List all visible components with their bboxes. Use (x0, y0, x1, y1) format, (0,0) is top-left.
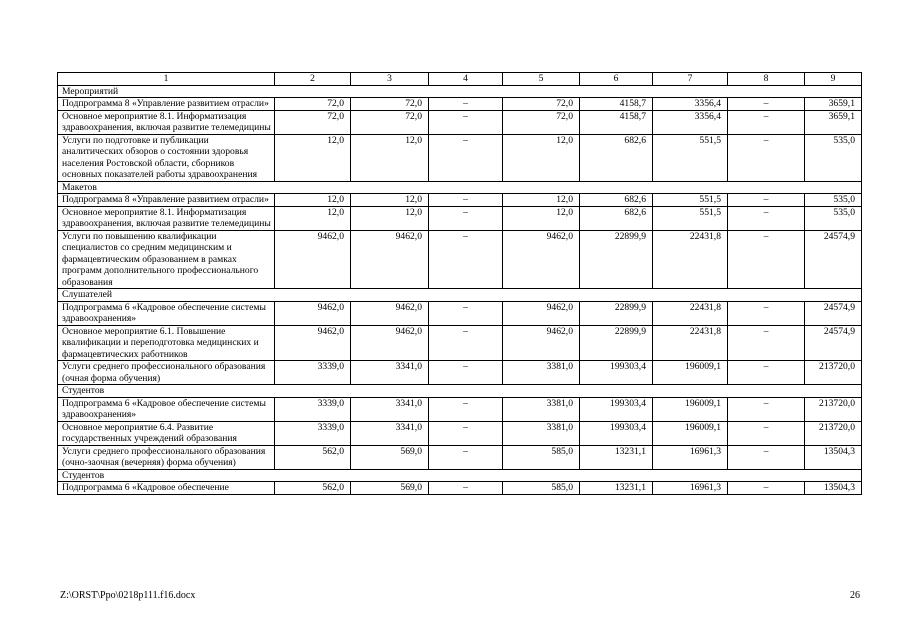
row-label: Основное мероприятие 8.1. Информатизация здравоохранения, включая развитие телемедицины (58, 110, 275, 134)
cell-c3: 9462,0 (351, 325, 429, 361)
cell-c4: – (429, 325, 503, 361)
column-header: 9 (805, 73, 862, 86)
cell-c8: – (728, 397, 805, 421)
cell-c2: 72,0 (275, 98, 351, 111)
cell-c6: 682,6 (580, 134, 653, 181)
cell-c2: 72,0 (275, 110, 351, 134)
cell-c6: 4158,7 (580, 110, 653, 134)
cell-c2: 3339,0 (275, 397, 351, 421)
cell-c4: – (429, 206, 503, 230)
cell-c8: – (728, 445, 805, 469)
cell-c3: 9462,0 (351, 301, 429, 325)
cell-c4: – (429, 421, 503, 445)
cell-c2: 9462,0 (275, 325, 351, 361)
cell-c6: 13231,1 (580, 482, 653, 495)
cell-c9: 3659,1 (805, 110, 862, 134)
table-row (58, 361, 862, 385)
cell-c2: 12,0 (275, 134, 351, 181)
cell-c7: 16961,3 (653, 482, 728, 495)
cell-c8: – (728, 325, 805, 361)
row-label: Услуги среднего профессионального образования (очная форма обучения) (58, 361, 275, 385)
page-number: 26 (850, 590, 860, 601)
row-label: Подпрограмма 6 «Кадровое обеспечение (58, 482, 275, 495)
cell-c3: 3341,0 (351, 361, 429, 385)
row-label: Услуги по подготовке и публикации аналитических обзоров о состоянии здоровья населения Ростовской области, сборников основных показателей работы здравоохранения (58, 134, 275, 181)
cell-c9: 535,0 (805, 134, 862, 181)
cell-c9: 213720,0 (805, 361, 862, 385)
cell-c6: 682,6 (580, 206, 653, 230)
cell-c7: 3356,4 (653, 110, 728, 134)
cell-c7: 196009,1 (653, 397, 728, 421)
cell-c5: 9462,0 (503, 230, 580, 289)
cell-c4: – (429, 397, 503, 421)
cell-c7: 3356,4 (653, 98, 728, 111)
cell-c5: 72,0 (503, 98, 580, 111)
cell-c5: 12,0 (503, 206, 580, 230)
cell-c4: – (429, 301, 503, 325)
cell-c6: 22899,9 (580, 301, 653, 325)
row-label: Основное мероприятие 8.1. Информатизация здравоохранения, включая развитие телемедицины (58, 206, 275, 230)
cell-c7: 22431,8 (653, 230, 728, 289)
column-header: 7 (653, 73, 728, 86)
cell-c9: 535,0 (805, 194, 862, 207)
cell-c9: 13504,3 (805, 482, 862, 495)
column-header: 1 (58, 73, 275, 86)
data-table (57, 72, 862, 495)
cell-c2: 9462,0 (275, 301, 351, 325)
cell-c7: 551,5 (653, 206, 728, 230)
table-row (58, 206, 862, 230)
cell-c3: 12,0 (351, 206, 429, 230)
row-label: Подпрограмма 6 «Кадровое обеспечение системы здравоохранения» (58, 397, 275, 421)
cell-c5: 585,0 (503, 445, 580, 469)
cell-c8: – (728, 361, 805, 385)
cell-c2: 3339,0 (275, 421, 351, 445)
cell-c7: 22431,8 (653, 325, 728, 361)
cell-c9: 13504,3 (805, 445, 862, 469)
cell-c4: – (429, 194, 503, 207)
cell-c3: 9462,0 (351, 230, 429, 289)
cell-c8: – (728, 110, 805, 134)
cell-c5: 3381,0 (503, 361, 580, 385)
table-row (58, 325, 862, 361)
table-row (58, 301, 862, 325)
cell-c5: 12,0 (503, 194, 580, 207)
table-row (58, 421, 862, 445)
table-row (58, 110, 862, 134)
section-row (58, 469, 862, 482)
cell-c3: 3341,0 (351, 397, 429, 421)
cell-c7: 551,5 (653, 194, 728, 207)
cell-c4: – (429, 361, 503, 385)
table-row (58, 230, 862, 289)
cell-c8: – (728, 301, 805, 325)
cell-c3: 569,0 (351, 445, 429, 469)
cell-c9: 3659,1 (805, 98, 862, 111)
row-label: Подпрограмма 8 «Управление развитием отрасли» (58, 194, 275, 207)
table-row (58, 134, 862, 181)
cell-c6: 199303,4 (580, 361, 653, 385)
cell-c6: 682,6 (580, 194, 653, 207)
cell-c5: 72,0 (503, 110, 580, 134)
row-label: Услуги среднего профессионального образования (очно-заочная (вечерняя) форма обучения) (58, 445, 275, 469)
column-header: 3 (351, 73, 429, 86)
cell-c2: 562,0 (275, 482, 351, 495)
cell-c7: 196009,1 (653, 421, 728, 445)
column-header: 2 (275, 73, 351, 86)
cell-c4: – (429, 482, 503, 495)
cell-c6: 199303,4 (580, 421, 653, 445)
cell-c8: – (728, 134, 805, 181)
cell-c5: 9462,0 (503, 301, 580, 325)
cell-c3: 12,0 (351, 134, 429, 181)
section-label: Макетов (58, 181, 862, 194)
cell-c4: – (429, 134, 503, 181)
section-row (58, 385, 862, 398)
cell-c9: 213720,0 (805, 421, 862, 445)
row-label: Услуги по повышению квалификации специалистов со средним медицинским и фармацевтическим образованием в рамках программ дополнительного профессионального образования (58, 230, 275, 289)
cell-c3: 12,0 (351, 194, 429, 207)
cell-c8: – (728, 206, 805, 230)
column-header: 5 (503, 73, 580, 86)
cell-c2: 3339,0 (275, 361, 351, 385)
cell-c3: 569,0 (351, 482, 429, 495)
cell-c9: 24574,9 (805, 230, 862, 289)
cell-c8: – (728, 230, 805, 289)
section-label: Слушателей (58, 289, 862, 302)
cell-c6: 4158,7 (580, 98, 653, 111)
cell-c7: 22431,8 (653, 301, 728, 325)
section-row (58, 289, 862, 302)
column-header: 6 (580, 73, 653, 86)
cell-c7: 16961,3 (653, 445, 728, 469)
cell-c4: – (429, 98, 503, 111)
cell-c6: 22899,9 (580, 325, 653, 361)
cell-c5: 585,0 (503, 482, 580, 495)
cell-c7: 196009,1 (653, 361, 728, 385)
section-row (58, 181, 862, 194)
cell-c9: 24574,9 (805, 301, 862, 325)
cell-c8: – (728, 421, 805, 445)
cell-c9: 24574,9 (805, 325, 862, 361)
table-row (58, 397, 862, 421)
section-label: Мероприятий (58, 85, 862, 98)
column-header: 4 (429, 73, 503, 86)
row-label: Подпрограмма 8 «Управление развитием отрасли» (58, 98, 275, 111)
section-row (58, 85, 862, 98)
table-row (58, 482, 862, 495)
cell-c4: – (429, 230, 503, 289)
cell-c9: 535,0 (805, 206, 862, 230)
table-row (58, 445, 862, 469)
table-row (58, 98, 862, 111)
cell-c5: 3381,0 (503, 397, 580, 421)
cell-c5: 9462,0 (503, 325, 580, 361)
cell-c2: 9462,0 (275, 230, 351, 289)
cell-c4: – (429, 445, 503, 469)
cell-c6: 22899,9 (580, 230, 653, 289)
cell-c4: – (429, 110, 503, 134)
cell-c8: – (728, 98, 805, 111)
column-header: 8 (728, 73, 805, 86)
cell-c8: – (728, 194, 805, 207)
cell-c3: 3341,0 (351, 421, 429, 445)
cell-c3: 72,0 (351, 98, 429, 111)
header-row (58, 73, 862, 86)
cell-c3: 72,0 (351, 110, 429, 134)
cell-c7: 551,5 (653, 134, 728, 181)
section-label: Студентов (58, 385, 862, 398)
row-label: Основное мероприятие 6.1. Повышение квалификации и переподготовка медицинских и фармацевтических работников (58, 325, 275, 361)
cell-c2: 562,0 (275, 445, 351, 469)
cell-c5: 3381,0 (503, 421, 580, 445)
cell-c9: 213720,0 (805, 397, 862, 421)
table-row (58, 194, 862, 207)
cell-c2: 12,0 (275, 194, 351, 207)
file-path: Z:\ORST\Ppo\0218p111.f16.docx (60, 590, 196, 601)
cell-c2: 12,0 (275, 206, 351, 230)
row-label: Основное мероприятие 6.4. Развитие государственных учреждений образования (58, 421, 275, 445)
cell-c5: 12,0 (503, 134, 580, 181)
row-label: Подпрограмма 6 «Кадровое обеспечение системы здравоохранения» (58, 301, 275, 325)
cell-c6: 13231,1 (580, 445, 653, 469)
cell-c8: – (728, 482, 805, 495)
cell-c6: 199303,4 (580, 397, 653, 421)
section-label: Студентов (58, 469, 862, 482)
